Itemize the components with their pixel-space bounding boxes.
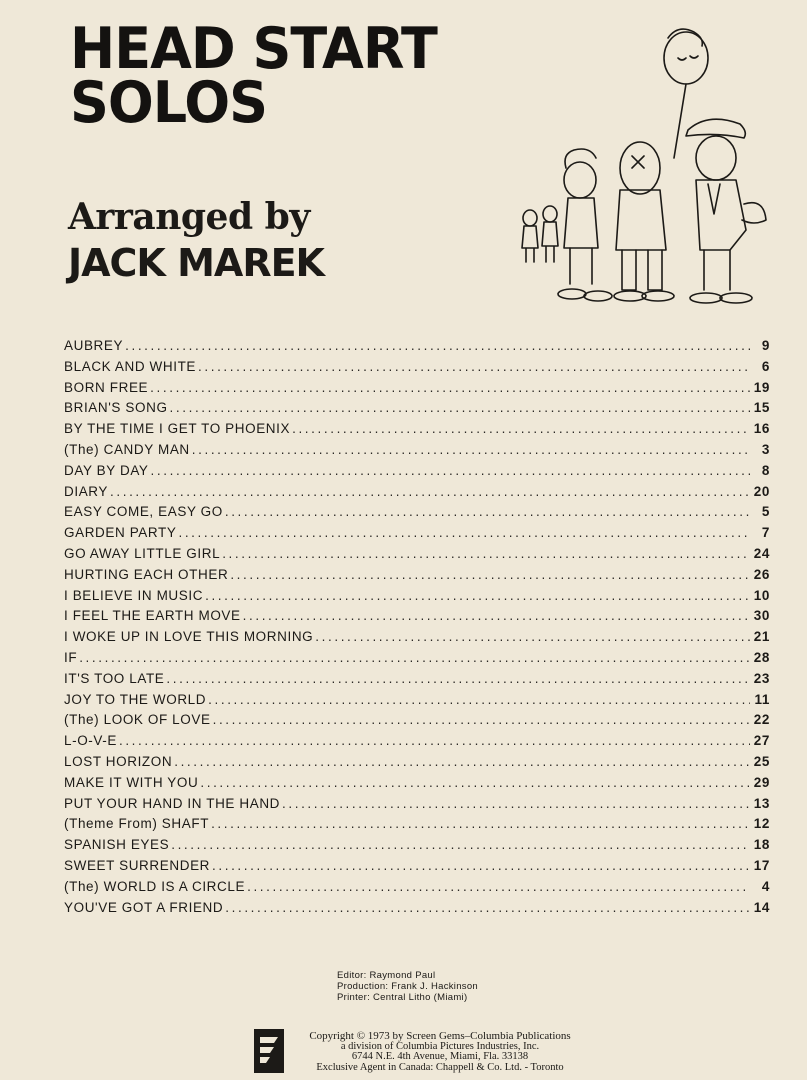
toc-page-number: 28 [753, 649, 770, 665]
toc-song-title: EASY COME, EASY GO [64, 504, 223, 520]
toc-row [64, 796, 770, 817]
printer-credit: Printer: Central Litho (Miami) [337, 992, 468, 1003]
title-line-1: HEAD START [70, 15, 437, 82]
toc-leader-dots [200, 775, 750, 790]
toc-song-title: AUBREY [64, 338, 124, 353]
toc-leader-dots [315, 629, 750, 644]
toc-row [64, 629, 770, 650]
toc-page-number: 25 [753, 753, 770, 769]
toc-leader-dots [174, 754, 750, 769]
toc-song-title: SWEET SURRENDER [64, 857, 211, 873]
toc-song-title: (The) LOOK OF LOVE [64, 712, 211, 728]
toc-leader-dots [225, 900, 750, 915]
toc-row [64, 816, 770, 837]
toc-page-number: 4 [761, 878, 770, 894]
toc-row [64, 733, 770, 754]
toc-leader-dots [243, 608, 750, 623]
toc-leader-dots [213, 712, 750, 727]
toc-page-number: 24 [753, 545, 770, 561]
copyright-line: Copyright © 1973 by Screen Gems–Columbia Publications [309, 1030, 571, 1042]
toc-page-number: 10 [753, 587, 770, 603]
toc-row [64, 858, 770, 879]
toc-leader-dots [151, 463, 750, 478]
toc-song-title: IF [64, 649, 78, 665]
toc-leader-dots [119, 733, 750, 748]
toc-page-number: 5 [761, 504, 770, 520]
toc-row [64, 504, 770, 525]
toc-leader-dots [282, 796, 750, 811]
toc-page-number: 15 [753, 400, 770, 416]
toc-row [64, 692, 770, 713]
toc-song-title: PUT YOUR HAND IN THE HAND [64, 795, 281, 811]
title-line-2: SOLOS [70, 69, 268, 136]
toc-row [64, 900, 770, 921]
toc-row [64, 671, 770, 692]
toc-row [64, 421, 770, 442]
toc-row [64, 754, 770, 775]
toc-row [64, 650, 770, 671]
toc-leader-dots [212, 858, 750, 873]
toc-song-title: BRIAN'S SONG [64, 400, 168, 416]
toc-page-number: 16 [753, 421, 770, 437]
toc-leader-dots [79, 650, 750, 665]
toc-song-title: DAY BY DAY [64, 462, 149, 478]
toc-page-number: 6 [761, 358, 770, 374]
toc-page-number: 11 [754, 691, 770, 707]
toc-row [64, 525, 770, 546]
toc-leader-dots [208, 692, 750, 707]
toc-row [64, 442, 770, 463]
toc-row [64, 338, 770, 359]
toc-row [64, 400, 770, 421]
publisher-address: 6744 N.E. 4th Avenue, Miami, Fla. 33138 [351, 1051, 529, 1062]
toc-row [64, 837, 770, 858]
canada-agent: Exclusive Agent in Canada: Chappell & Co. Ltd. - Toronto [316, 1061, 564, 1073]
toc-row [64, 463, 770, 484]
toc-song-title: JOY TO THE WORLD [64, 691, 207, 707]
toc-song-title: SPANISH EYES [64, 837, 170, 853]
toc-row [64, 546, 770, 567]
toc-leader-dots [198, 359, 750, 374]
toc-leader-dots [166, 671, 750, 686]
toc-song-title: DIARY [64, 483, 109, 499]
toc-leader-dots [230, 567, 750, 582]
editor-credit: Editor: Raymond Paul [337, 970, 436, 981]
toc-song-title: (The) WORLD IS A CIRCLE [64, 878, 246, 894]
toc-page-number: 8 [761, 462, 770, 478]
toc-row [64, 484, 770, 505]
toc-row [64, 879, 770, 900]
toc-page-number: 17 [753, 857, 770, 873]
toc-page-number: 22 [753, 712, 770, 728]
credits-block [337, 970, 478, 1003]
toc-page-number: 23 [753, 670, 770, 686]
toc-leader-dots [192, 442, 750, 457]
toc-leader-dots [178, 525, 750, 540]
toc-leader-dots [125, 338, 750, 353]
toc-page-number: 12 [753, 816, 770, 832]
toc-page-number: 19 [753, 379, 770, 395]
toc-page-number: 30 [753, 608, 770, 624]
toc-leader-dots [170, 400, 750, 415]
toc-leader-dots [150, 380, 750, 395]
toc-song-title: (Theme From) SHAFT [64, 816, 210, 832]
toc-leader-dots [110, 484, 750, 499]
toc-leader-dots [292, 421, 750, 436]
toc-song-title: I FEEL THE EARTH MOVE [64, 608, 241, 624]
toc-leader-dots [171, 837, 750, 852]
toc-leader-dots [225, 504, 750, 519]
toc-row [64, 380, 770, 401]
toc-row [64, 588, 770, 609]
toc-page-number: 26 [753, 566, 770, 582]
toc-page-number: 18 [753, 837, 770, 853]
toc-song-title: L-O-V-E [64, 733, 117, 749]
toc-song-title: IT'S TOO LATE [64, 670, 165, 686]
toc-song-title: (The) CANDY MAN [64, 441, 190, 457]
toc-page-number: 9 [761, 338, 770, 353]
toc-song-title: BLACK AND WHITE [64, 358, 197, 374]
toc-page-number: 21 [753, 629, 770, 645]
toc-song-title: LOST HORIZON [64, 753, 173, 769]
publisher-division: a division of Columbia Pictures Industries, Inc. [340, 1040, 540, 1052]
toc-song-title: HURTING EACH OTHER [64, 566, 229, 582]
arranged-by-label: Arranged by [68, 196, 310, 238]
toc-song-title: I WOKE UP IN LOVE THIS MORNING [64, 629, 314, 645]
toc-song-title: YOU'VE GOT A FRIEND [64, 899, 224, 915]
toc-leader-dots [211, 816, 750, 831]
page-title [70, 15, 437, 136]
toc-song-title: BORN FREE [64, 379, 149, 395]
production-credit: Production: Frank J. Hackinson [337, 981, 479, 992]
toc-leader-dots [247, 879, 750, 894]
toc-row [64, 712, 770, 733]
toc-page-number: 20 [753, 483, 770, 499]
toc-song-title: I BELIEVE IN MUSIC [64, 587, 204, 603]
toc-page-number: 13 [753, 795, 770, 811]
toc-leader-dots [222, 546, 750, 561]
children-with-balloon-illustration-icon [508, 18, 778, 310]
toc-song-title: GO AWAY LITTLE GIRL [64, 545, 221, 561]
arranger-name: JACK MAREK [68, 241, 324, 285]
toc-page-number: 27 [753, 733, 770, 749]
publisher-logo-icon [254, 1029, 284, 1073]
toc-page-number: 3 [761, 441, 770, 457]
toc-song-title: MAKE IT WITH YOU [64, 774, 199, 790]
toc-row [64, 567, 770, 588]
toc-row [64, 775, 770, 796]
table-of-contents [64, 338, 770, 920]
toc-leader-dots [205, 588, 750, 603]
copyright-block [290, 1031, 590, 1073]
toc-song-title: BY THE TIME I GET TO PHOENIX [64, 421, 291, 437]
toc-song-title: GARDEN PARTY [64, 525, 177, 541]
toc-page-number: 14 [753, 899, 770, 915]
toc-row [64, 359, 770, 380]
toc-page-number: 7 [761, 525, 770, 541]
toc-row [64, 608, 770, 629]
toc-page-number: 29 [753, 774, 770, 790]
